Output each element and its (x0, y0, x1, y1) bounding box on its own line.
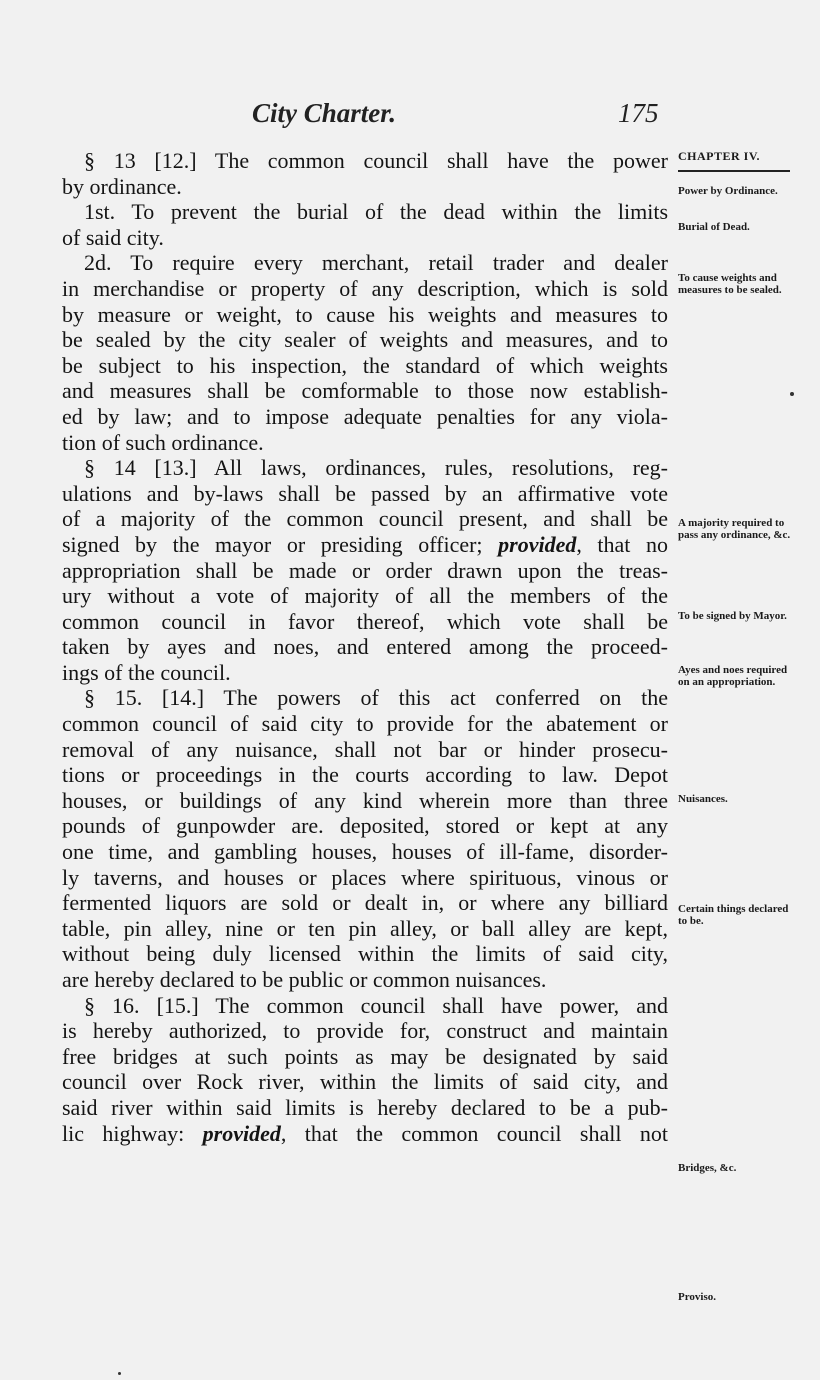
text-line: one time, and gambling houses, houses of ill-fame, disorder- (62, 839, 668, 865)
text-line: § 13 [12.] The common council shall have the power (84, 148, 668, 173)
text-line: fermented liquors are sold or dealt in, or where any billiard (62, 890, 668, 916)
margin-note-certain-things: Certain things declared to be. (678, 903, 789, 927)
chapter-rule (678, 170, 790, 172)
text-line: 1st. To prevent the burial of the dead within the limits (84, 199, 668, 225)
text-line: lic highway: provided, that the common council shall not (62, 1120, 668, 1146)
text-line: ings of the council. (62, 659, 231, 685)
margin-note-weights: To cause weights and measures to be sealed. (678, 272, 782, 296)
page-number: 175 (618, 98, 659, 128)
running-title: City Charter. (252, 98, 397, 128)
body-text (62, 148, 668, 1146)
text-line: and measures shall be comformable to those now establish- (62, 378, 668, 404)
text-line: of said city. (62, 224, 164, 250)
margin-note-proviso: Proviso. (678, 1291, 716, 1303)
margin-note-majority: A majority required to pass any ordinance, &c. (678, 517, 791, 541)
text-line: 2d. To require every merchant, retail trader and dealer (84, 250, 668, 276)
text-line: ulations and by-laws shall be passed by an affirmative vote (62, 480, 668, 506)
margin-note-ayes-noes: Ayes and noes required on an appropriation. (678, 664, 788, 688)
text-line: table, pin alley, nine or ten pin alley, or ball alley are kept, (62, 915, 668, 941)
text-line: without being duly licensed within the limits of said city, (62, 941, 668, 967)
text-line: § 15. [14.] The powers of this act conferred on the (84, 685, 668, 711)
text-line: appropriation shall be made or order drawn upon the treas- (62, 557, 668, 583)
text-line: by ordinance. (62, 173, 182, 199)
text-line: be subject to his inspection, the standard of which weights (62, 352, 668, 378)
ink-speck (790, 392, 794, 396)
margin-note-chapter: CHAPTER IV. (678, 149, 760, 163)
margin-note-signed-by-mayor: To be signed by Mayor. (678, 610, 787, 622)
text-line: tion of such ordinance. (62, 429, 264, 455)
text-line: said river within said limits is hereby declared to be a pub- (62, 1094, 668, 1120)
ink-speck (118, 1372, 121, 1375)
text-line: common council in favor thereof, which vote shall be (62, 608, 668, 634)
text-line: be sealed by the city sealer of weights and measures, and to (62, 327, 668, 353)
text-line: are hereby declared to be public or common nuisances. (62, 967, 547, 992)
text-line: houses, or buildings of any kind wherein more than three (62, 787, 668, 813)
text-line: removal of any nuisance, shall not bar or hinder prosecu- (62, 736, 668, 762)
text-line: § 16. [15.] The common council shall have power, and (84, 992, 668, 1018)
text-line: is hereby authorized, to provide for, construct and maintain (62, 1018, 668, 1044)
margin-note-bridges: Bridges, &c. (678, 1162, 737, 1174)
text-line: ly taverns, and houses or places where spirituous, vinous or (62, 864, 668, 890)
text-line: common council of said city to provide for the abatement or (62, 711, 668, 737)
text-line: free bridges at such points as may be designated by said (62, 1043, 668, 1069)
text-line: signed by the mayor or presiding officer; provided, that no (62, 531, 668, 557)
text-line: pounds of gunpowder are. deposited, stored or kept at any (62, 813, 668, 839)
text-line: in merchandise or property of any description, which is sold (62, 275, 668, 301)
margin-note-burial-of-dead: Burial of Dead. (678, 221, 750, 233)
emphasis: provided (498, 531, 577, 557)
emphasis: provided (202, 1120, 281, 1146)
text-line: ury without a vote of majority of all the members of the (62, 583, 668, 609)
page-header (0, 98, 820, 134)
text-line: council over Rock river, within the limits of said city, and (62, 1069, 668, 1095)
margin-note-nuisances: Nuisances. (678, 793, 728, 805)
text-line: by measure or weight, to cause his weights and measures to (62, 301, 668, 327)
text-line: § 14 [13.] All laws, ordinances, rules, resolutions, reg- (84, 455, 668, 481)
text-line: tions or proceedings in the courts according to law. Depot (62, 762, 668, 788)
text-line: of a majority of the common council present, and shall be (62, 506, 668, 532)
margin-note-power-by-ordinance: Power by Ordinance. (678, 185, 778, 197)
text-line: ed by law; and to impose adequate penalties for any viola- (62, 403, 668, 429)
text-line: taken by ayes and noes, and entered among the proceed- (62, 634, 668, 660)
